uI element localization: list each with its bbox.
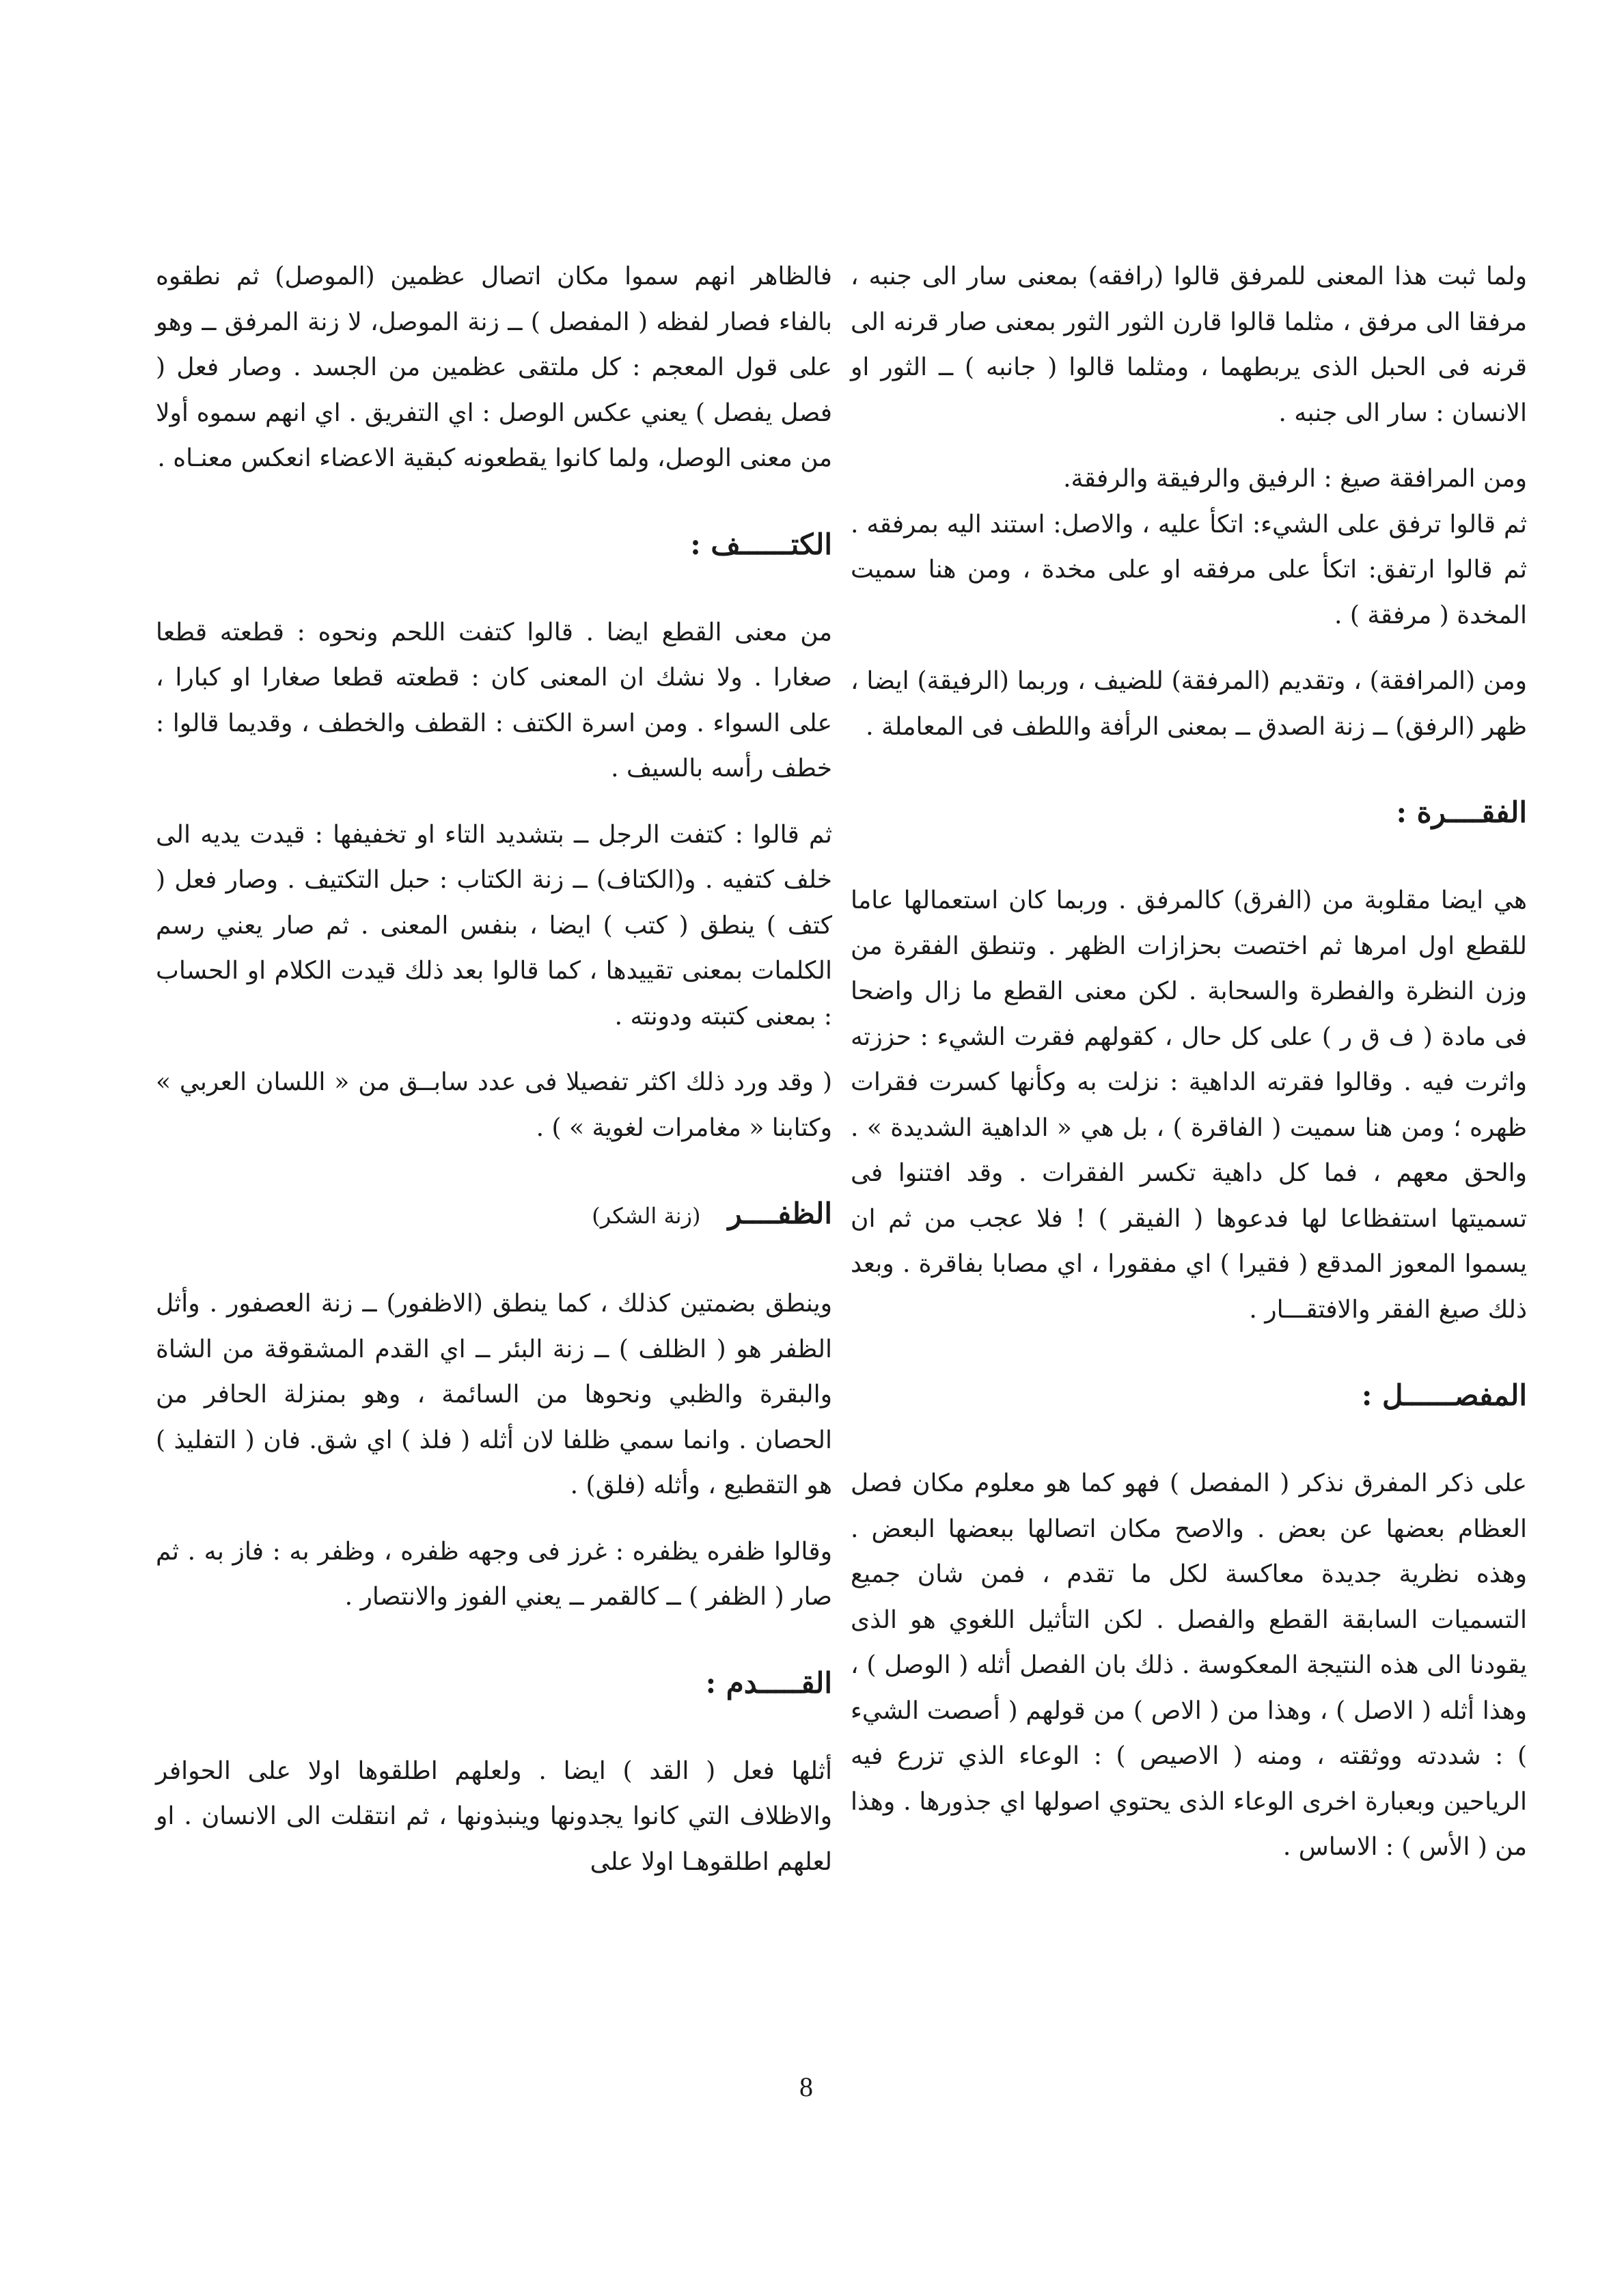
right-column — [851, 254, 1527, 1891]
paragraph: هي ايضا مقلوبة من (الفرق) كالمرفق . وربما كان استعمالها عاما للقطع اول امرها ثم اختصت بحزازات الظهر . وتنطق الفقرة من وزن النظرة والفطرة والسحابة . لكن معنى القطع ما زال واضحا فى مادة ( ف ق ر ) على كل حال ، كقولهم فقرت الشيء : حززته واثرت فيه . وقالوا فقرته الداهية : نزلت به وكأنها كسرت فقرات ظهره ؛ ومن هنا سميت ( الفاقرة ) ، بل هي « الداهية الشديدة » . والحق معهم ، فما كل داهية تكسر الفقرات . وقد افتنوا فى تسميتها استفظاعا لها فدعوها ( الفيقر ) ! فلا عجب من ثم ان يسموا المعوز المدقع ( فقيرا ) اي مفقورا ، اي مصابا بفاقرة . وبعد ذلك صيغ الفقر والافتقـــار . — [851, 886, 1527, 1324]
section-heading-alfaqra: الفقــــرة : — [1396, 796, 1527, 829]
section-heading-aldhufr — [156, 1193, 832, 1236]
paragraph: وينطق بضمتين كذلك ، كما ينطق (الاظفور) ــ زنة العصفور . وأثل الظفر هو ( الظلف ) ــ زنة البئر ــ اي القدم المشقوقة من الشاة والبقرة والظبي ونحوها من السائمة ، وهو بمنزلة الحافر من الحصان . وانما سمي ظلفا لان أثله ( فلذ ) اي شق. فان ( التفليذ ) هو التقطيع ، وأثله (فلق) . — [156, 1290, 832, 1499]
paragraph: ولما ثبت هذا المعنى للمرفق قالوا (رافقه) بمعنى سار الى جنبه ، مرفقا الى مرفق ، مثلما قالوا قارن الثور الثور بمعنى صار قرنه الى قرنه فى الحبل الذى يربطهما ، ومثلما قالوا ( جانبه ) ــ الثور او الانسان : سار الى جنبه . — [851, 262, 1527, 427]
heading-title: الظفــــر — [728, 1197, 832, 1230]
section-heading-alkatif: الكتــــــف : — [690, 527, 832, 561]
paragraph: ومن (المرافقة) ، وتقديم (المرفقة) للضيف ، وربما (الرفيقة) ايضا ، ظهر (الرفق) ــ زنة الصدق ــ بمعنى الرأفة واللطف فى المعاملة . — [851, 667, 1527, 741]
paragraph: ثم قالوا ترفق على الشيء: اتكأ عليه ، والاصل: استند اليه بمرفقه . ثم قالوا ارتفق: اتكأ على مرفقه او على مخدة ، ومن هنا سميت المخدة ( مرفقة ) . — [851, 510, 1527, 629]
paragraph: فالظاهر انهم سموا مكان اتصال عظمين (الموصل) ثم نطقوه بالفاء فصار لفظه ( المفصل ) ــ زنة الموصل، لا زنة المرفق ــ وهو على قول المعجم : كل ملتقى عظمين من الجسد . وصار فعل ( فصل يفصل ) يعني عكس الوصل : اي التفريق . اي انهم سموه أولا من معنى الوصل، ولما كانوا يقطعونه كبقية الاعضاء انعكس معنـاه . — [156, 262, 832, 472]
paragraph: من معنى القطع ايضا . قالوا كتفت اللحم ونحوه : قطعته قطعا صغارا . ولا نشك ان المعنى كان : قطعته قطعا صغارا او كبارا ، على السواء . ومن اسرة الكتف : القطف والخطف ، وقديما قالوا : خطف رأسه بالسيف . — [156, 618, 832, 783]
section-heading-almafsal: المفصــــــل : — [1361, 1378, 1527, 1412]
paragraph: ومن المرافقة صيغ : الرفيق والرفيقة والرفقة. — [1063, 465, 1527, 493]
heading-subtitle: (زنة الشكر) — [592, 1203, 701, 1229]
paragraph: وقالوا ظفره يظفره : غرز فى وجهه ظفره ، وظفر به : فاز به . ثم صار ( الظفر ) ــ كالقمر ــ يعني الفوز والانتصار . — [156, 1537, 832, 1611]
page-number: 8 — [799, 2071, 813, 2102]
paragraph: أثلها فعل ( القد ) ايضا . ولعلهم اطلقوها اولا على الحوافر والاظلاف التي كانوا يجدونها وينبذونها ، ثم انتقلت الى الانسان . او لعلهم اطلقوهـا اولا على — [156, 1756, 832, 1876]
left-column — [156, 254, 832, 1905]
paragraph: ( وقد ورد ذلك اكثر تفصيلا فى عدد سابــق من « اللسان العربي » وكتابنا « مغامرات لغوية » ) . — [156, 1068, 832, 1142]
paragraph: ثم قالوا : كتفت الرجل ــ بتشديد التاء او تخفيفها : قيدت يديه الى خلف كتفيه . و(الكتاف) ــ زنة الكتاب : حبل التكتيف . وصار فعل ( كتف ) ينطق ( كتب ) ايضا ، بنفس المعنى . ثم صار يعني رسم الكلمات بمعنى تقييدها ، كما قالوا بعد ذلك قيدت الكلام او الحساب : بمعنى كتبته ودونته . — [156, 820, 832, 1031]
section-heading-alqadam: القـــــدم : — [705, 1666, 832, 1700]
paragraph: على ذكر المفرق نذكر ( المفصل ) فهو كما هو معلوم مكان فصل العظام بعضها عن بعض . والاصح مكان اتصالها ببعضها البعض . وهذه نظرية جديدة معاكسة لكل ما تقدم ، فمن شان جميع التسميات السابقة القطع والفصل . لكن التأثيل اللغوي هو الذى يقودنا الى هذه النتيجة المعكوسة . ذلك بان الفصل أثله ( الوصل ) ، وهذا أثله ( الاصل ) ، وهذا من ( الاص ) من قولهم ( أصصت الشيء ) : شددته ووثقته ، ومنه ( الاصيص ) : الوعاء الذي تزرع فيه الرياحين وبعبارة اخرى الوعاء الذى يحتوي اصولها اي جذورها . وهذا من ( الأس ) : الاساس . — [851, 1469, 1527, 1861]
